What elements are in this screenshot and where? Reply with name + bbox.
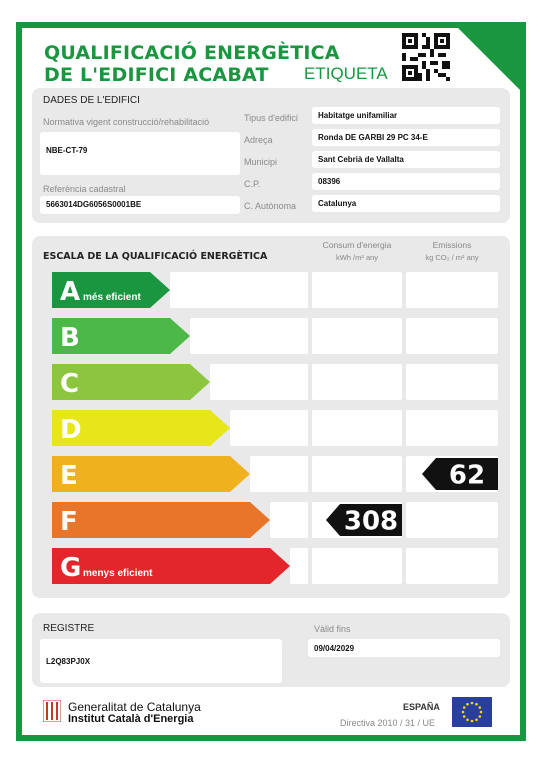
ref-cadastral-value: 5663014DG6056S0001BE xyxy=(46,200,142,209)
rating-arrow-e xyxy=(52,456,250,492)
rating-letter-a: A xyxy=(60,277,81,307)
consumption-cell-b xyxy=(312,318,402,354)
building-type-value: Habitatge unifamiliar xyxy=(318,111,398,120)
consumption-cell-c xyxy=(312,364,402,400)
rating-suffix-g: menys eficient xyxy=(83,568,153,579)
emissions-header-line2: kg CO₂ / m² any xyxy=(425,253,479,262)
rating-arrow-d xyxy=(52,410,230,446)
address-field xyxy=(312,129,500,146)
energy-scale-panel xyxy=(32,236,510,598)
consumption-header-line2: kWh /m² any xyxy=(335,253,379,262)
building-data-panel xyxy=(32,88,510,223)
registry-value: L2Q83PJ0X xyxy=(46,657,91,666)
emissions-header-line1: Emissions xyxy=(432,240,472,250)
normativa-label: Normativa vigent construcció/rehabilitació xyxy=(43,117,210,127)
energy-label-card xyxy=(16,22,526,741)
org-line-2: Institut Català d'Energia xyxy=(68,713,194,725)
consumption-marker xyxy=(326,504,402,536)
eu-star xyxy=(478,715,481,718)
postal-code-value: 08396 xyxy=(318,177,341,186)
scale-section-title: ESCALA DE LA QUALIFICACIÓ ENERGÈTICA xyxy=(43,251,268,262)
consumption-marker-value: 308 xyxy=(343,506,399,536)
consumption-cell-g xyxy=(312,548,402,584)
eu-flag-icon xyxy=(452,697,492,727)
eu-star xyxy=(471,720,474,723)
title-line-1: QUALIFICACIÓ ENERGÈTICA xyxy=(44,42,340,64)
rating-strip-b xyxy=(190,318,308,354)
etiqueta-label: ETIQUETA xyxy=(304,64,388,83)
country-label: ESPAÑA xyxy=(403,702,440,712)
org-line-1: Generalitat de Catalunya xyxy=(68,700,201,714)
building-section-title: DADES DE L'EDIFICI xyxy=(43,95,140,106)
postal-code-field xyxy=(312,173,500,190)
region-field xyxy=(312,195,500,212)
rating-strip-g xyxy=(290,548,308,584)
valid-until-label: Vàlid fins xyxy=(314,624,351,634)
address-value: Ronda DE GARBI 29 PC 34-E xyxy=(318,133,428,142)
eu-star xyxy=(463,706,466,709)
rating-letter-g: G xyxy=(60,553,82,583)
rating-suffix-a: més eficient xyxy=(83,292,141,303)
region-label: C. Autònoma xyxy=(244,201,297,211)
generalitat-logo-icon xyxy=(43,700,61,722)
valid-until-value: 09/04/2029 xyxy=(314,644,355,653)
emissions-cell-f xyxy=(406,502,498,538)
valid-until-field xyxy=(308,639,500,657)
rating-letter-e: E xyxy=(60,461,78,491)
eu-star xyxy=(463,715,466,718)
rating-strip-e xyxy=(250,456,308,492)
eu-star xyxy=(466,718,469,721)
municipality-label: Municipi xyxy=(244,157,278,167)
corner-triangle xyxy=(452,22,526,96)
postal-code-label: C.P. xyxy=(244,179,261,189)
emissions-marker xyxy=(422,458,498,490)
eu-star xyxy=(475,703,478,706)
rating-arrow-c xyxy=(52,364,210,400)
building-type-label: Tipus d'edifici xyxy=(244,113,298,123)
eu-star xyxy=(475,718,478,721)
title-line-2: DE L'EDIFICI ACABAT xyxy=(44,64,269,86)
emissions-cell-d xyxy=(406,410,498,446)
ref-cadastral-label: Referència cadastral xyxy=(43,184,126,194)
municipality-value: Sant Cebrià de Vallalta xyxy=(318,155,404,164)
registry-field xyxy=(40,639,282,683)
rating-letter-f: F xyxy=(60,507,78,537)
rating-arrow-g xyxy=(52,548,290,584)
registry-section-title: REGISTRE xyxy=(43,623,95,634)
rating-letter-d: D xyxy=(60,415,82,445)
consumption-header-line1: Consum d'energia xyxy=(322,240,392,250)
normativa-field xyxy=(40,132,240,175)
emissions-cell-c xyxy=(406,364,498,400)
rating-strip-f xyxy=(270,502,308,538)
rating-letter-b: B xyxy=(60,323,80,353)
consumption-cell-d xyxy=(312,410,402,446)
eu-star xyxy=(466,703,469,706)
rating-arrow-a xyxy=(52,272,170,308)
normativa-value: NBE-CT-79 xyxy=(46,146,88,155)
emissions-header xyxy=(406,240,498,262)
consumption-cell-a xyxy=(312,272,402,308)
emissions-cell-b xyxy=(406,318,498,354)
rating-strip-c xyxy=(210,364,308,400)
building-type-field xyxy=(312,107,500,124)
rating-letter-c: C xyxy=(60,369,80,399)
municipality-field xyxy=(312,151,500,168)
rating-arrow-f xyxy=(52,502,270,538)
emissions-cell-a xyxy=(406,272,498,308)
consumption-cell-e xyxy=(312,456,402,492)
directive-label: Directiva 2010 / 31 / UE xyxy=(340,718,436,728)
consumption-header xyxy=(312,240,402,262)
emissions-marker-value: 62 xyxy=(448,460,486,490)
rating-arrow-b xyxy=(52,318,190,354)
qr-code-icon xyxy=(402,33,450,81)
emissions-cell-g xyxy=(406,548,498,584)
ref-cadastral-field xyxy=(40,196,240,214)
region-value: Catalunya xyxy=(318,199,357,208)
registry-panel xyxy=(32,613,510,687)
eu-star xyxy=(471,702,474,705)
address-label: Adreça xyxy=(244,135,273,145)
eu-star xyxy=(478,706,481,709)
eu-star xyxy=(480,711,483,714)
rating-strip-d xyxy=(230,410,308,446)
rating-strip-a xyxy=(170,272,308,308)
eu-star xyxy=(462,711,465,714)
